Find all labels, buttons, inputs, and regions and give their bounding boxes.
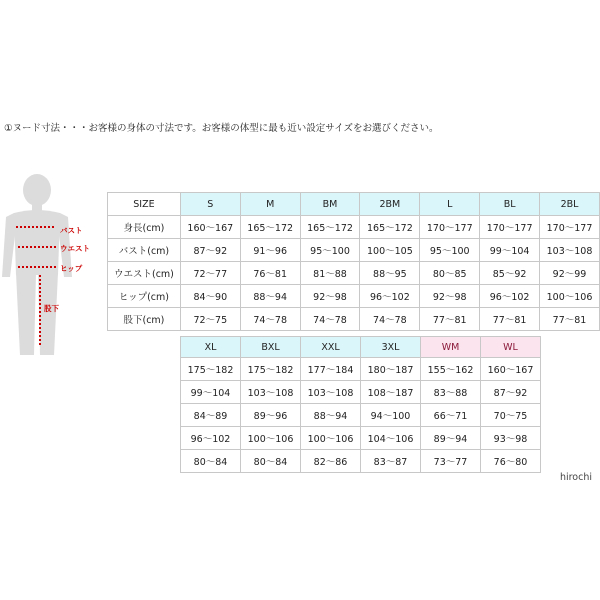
- table-row: [181, 427, 541, 450]
- size-header-cell: 2BL: [540, 193, 600, 216]
- human-silhouette-icon: [0, 165, 110, 365]
- size-header-cell: S: [180, 193, 240, 216]
- table-cell: 165〜172: [360, 216, 420, 239]
- table-cell: 93〜98: [481, 427, 541, 450]
- table-cell: 72〜77: [180, 262, 240, 285]
- table-cell: 99〜104: [181, 381, 241, 404]
- table-cell: 103〜108: [241, 381, 301, 404]
- size-header-cell: XXL: [301, 337, 361, 358]
- table-cell: 87〜92: [180, 239, 240, 262]
- size-header-row: [181, 337, 541, 358]
- table-cell: 104〜106: [361, 427, 421, 450]
- row-label: ウエスト(cm): [108, 262, 181, 285]
- size-header-cell: L: [420, 193, 480, 216]
- table-row: [181, 381, 541, 404]
- table-cell: 103〜108: [540, 239, 600, 262]
- size-header-cell-women: WL: [481, 337, 541, 358]
- table-cell: 74〜78: [300, 308, 360, 331]
- table-cell: 83〜88: [421, 381, 481, 404]
- table-cell: 89〜96: [241, 404, 301, 427]
- table-cell: 96〜102: [360, 285, 420, 308]
- table-row: [108, 262, 600, 285]
- table-row: [108, 239, 600, 262]
- table-cell: 160〜167: [180, 216, 240, 239]
- table-cell: 100〜106: [301, 427, 361, 450]
- table-cell: 84〜90: [180, 285, 240, 308]
- inseam-label: 股下: [44, 304, 59, 313]
- size-header-label: SIZE: [108, 193, 181, 216]
- table-cell: 70〜75: [481, 404, 541, 427]
- table-cell: 95〜100: [300, 239, 360, 262]
- table-cell: 89〜94: [421, 427, 481, 450]
- size-table-main: [107, 192, 600, 331]
- table-cell: 87〜92: [481, 381, 541, 404]
- table-row: [108, 285, 600, 308]
- table-row: [108, 308, 600, 331]
- size-table-extended: [180, 336, 541, 473]
- table-cell: 77〜81: [420, 308, 480, 331]
- table-cell: 83〜87: [361, 450, 421, 473]
- size-header-cell: BM: [300, 193, 360, 216]
- table-cell: 85〜92: [480, 262, 540, 285]
- table-cell: 80〜85: [420, 262, 480, 285]
- table-cell: 155〜162: [421, 358, 481, 381]
- bust-label: バスト: [60, 226, 83, 235]
- table-cell: 175〜182: [241, 358, 301, 381]
- table-cell: 72〜75: [180, 308, 240, 331]
- table-cell: 77〜81: [540, 308, 600, 331]
- table-cell: 76〜80: [481, 450, 541, 473]
- table-cell: 100〜106: [241, 427, 301, 450]
- table-cell: 95〜100: [420, 239, 480, 262]
- table-row: [181, 358, 541, 381]
- table-cell: 88〜94: [240, 285, 300, 308]
- size-header-cell: 3XL: [361, 337, 421, 358]
- table-cell: 175〜182: [181, 358, 241, 381]
- table-cell: 96〜102: [480, 285, 540, 308]
- table-cell: 100〜106: [540, 285, 600, 308]
- table-cell: 165〜172: [300, 216, 360, 239]
- table-cell: 180〜187: [361, 358, 421, 381]
- watermark: hirochi: [559, 472, 592, 483]
- table-cell: 100〜105: [360, 239, 420, 262]
- hip-label: ヒップ: [60, 264, 83, 273]
- size-header-cell: 2BM: [360, 193, 420, 216]
- table-cell: 80〜84: [241, 450, 301, 473]
- table-row: [108, 216, 600, 239]
- table-cell: 108〜187: [361, 381, 421, 404]
- size-header-cell: M: [240, 193, 300, 216]
- table-cell: 88〜95: [360, 262, 420, 285]
- table-row: [181, 404, 541, 427]
- table-cell: 81〜88: [300, 262, 360, 285]
- table-cell: 91〜96: [240, 239, 300, 262]
- size-header-cell-women: WM: [421, 337, 481, 358]
- table-cell: 92〜98: [300, 285, 360, 308]
- table-cell: 170〜177: [540, 216, 600, 239]
- table-cell: 99〜104: [480, 239, 540, 262]
- table-row: [181, 450, 541, 473]
- table-cell: 88〜94: [301, 404, 361, 427]
- row-label: 股下(cm): [108, 308, 181, 331]
- table-cell: 66〜71: [421, 404, 481, 427]
- body-measurement-figure: [0, 165, 110, 365]
- row-label: バスト(cm): [108, 239, 181, 262]
- size-header-row: [108, 193, 600, 216]
- size-header-cell: BXL: [241, 337, 301, 358]
- table-cell: 170〜177: [420, 216, 480, 239]
- row-label: ヒップ(cm): [108, 285, 181, 308]
- table-cell: 103〜108: [301, 381, 361, 404]
- table-cell: 92〜98: [420, 285, 480, 308]
- table-cell: 74〜78: [360, 308, 420, 331]
- table-cell: 170〜177: [480, 216, 540, 239]
- table-cell: 82〜86: [301, 450, 361, 473]
- table-cell: 80〜84: [181, 450, 241, 473]
- table-cell: 73〜77: [421, 450, 481, 473]
- table-cell: 160〜167: [481, 358, 541, 381]
- table-cell: 94〜100: [361, 404, 421, 427]
- table-cell: 177〜184: [301, 358, 361, 381]
- table-cell: 74〜78: [240, 308, 300, 331]
- size-header-cell: BL: [480, 193, 540, 216]
- waist-label: ウエスト: [60, 244, 90, 253]
- table-cell: 165〜172: [240, 216, 300, 239]
- table-cell: 84〜89: [181, 404, 241, 427]
- table-cell: 76〜81: [240, 262, 300, 285]
- table-cell: 77〜81: [480, 308, 540, 331]
- row-label: 身長(cm): [108, 216, 181, 239]
- table-cell: 96〜102: [181, 427, 241, 450]
- table-cell: 92〜99: [540, 262, 600, 285]
- page-heading: ①ヌード寸法・・・お客様の身体の寸法です。お客様の体型に最も近い設定サイズをお選びください。: [4, 123, 439, 134]
- size-header-cell: XL: [181, 337, 241, 358]
